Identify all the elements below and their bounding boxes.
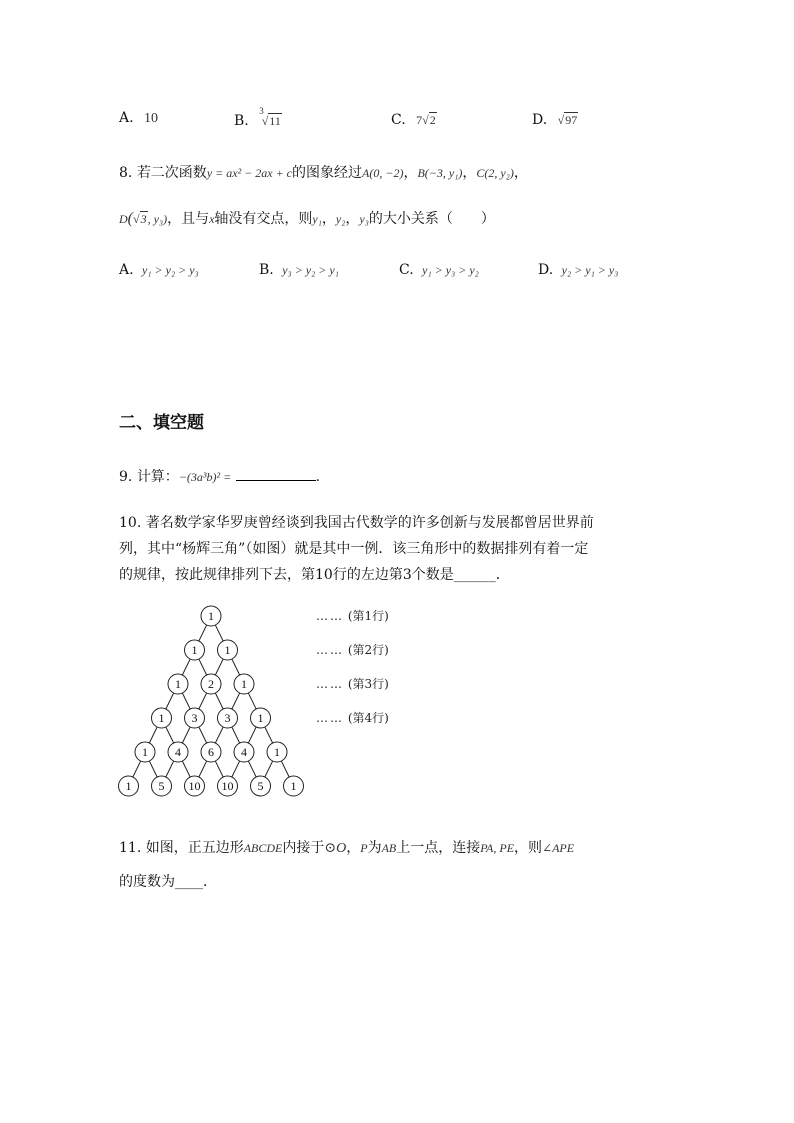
row-label-1 xyxy=(316,607,389,624)
question-text: 著名数学家华罗庚曾经谈到我国古代数学的许多创新与发展都曾居世界前 xyxy=(145,515,594,531)
row-label-4 xyxy=(316,709,389,726)
q10-line1 xyxy=(119,510,594,536)
triangle-node xyxy=(284,776,304,796)
option-label: A. xyxy=(119,110,134,126)
dots: …… xyxy=(316,711,344,725)
row-label-text: (第2行) xyxy=(347,643,389,657)
node-value: 2 xyxy=(208,677,214,691)
q8-line2 xyxy=(119,206,495,232)
triangle-node xyxy=(201,606,221,626)
node-value: 1 xyxy=(191,643,198,657)
root-index: 3 xyxy=(259,106,264,116)
yanghui-triangle xyxy=(110,600,320,810)
node-value: 1 xyxy=(257,711,264,725)
node-value: 1 xyxy=(158,711,165,725)
option-value: $^3$√11 xyxy=(259,106,281,128)
question-number: 11. xyxy=(119,840,142,856)
triangle-node xyxy=(185,640,205,660)
question-text: 轴没有交点，则 xyxy=(214,211,313,227)
triangle-node xyxy=(135,742,155,762)
point-d: D(√3, y₃) xyxy=(119,210,168,227)
separator: ， xyxy=(513,165,528,181)
node-value: 6 xyxy=(208,745,214,759)
node-value: 1 xyxy=(125,779,132,793)
question-text: 如图，正五边形 xyxy=(145,840,244,856)
triangle-node xyxy=(152,708,172,728)
option-expr: y₃ > y₂ > y₁ xyxy=(282,263,339,277)
question-text: 若二次函数 xyxy=(136,165,207,181)
question-text: 的图象经过 xyxy=(292,165,363,181)
triangle-node xyxy=(152,776,172,796)
triangle-node xyxy=(168,742,188,762)
row-label-text: (第3行) xyxy=(347,677,389,691)
option-expr: y₂ > y₁ > y₃ xyxy=(561,263,619,277)
triangle-node xyxy=(251,708,271,728)
triangle-node xyxy=(234,674,254,694)
segments: PA, PE xyxy=(480,841,515,855)
triangle-node xyxy=(251,776,271,796)
dots: …… xyxy=(316,643,344,657)
row-label-2 xyxy=(316,641,389,658)
expression: −(3a³b)² = xyxy=(178,470,232,484)
q8-line1 xyxy=(119,160,528,186)
point-d-name: D xyxy=(119,212,128,226)
q8-option-c xyxy=(399,262,479,278)
point-c: C(2, y₂) xyxy=(476,166,514,180)
circle-o: ⊙O xyxy=(324,841,347,856)
question-text: 计算： xyxy=(136,469,179,485)
q11-line2: 的度数为____． xyxy=(119,874,217,890)
node-value: 10 xyxy=(221,779,234,793)
option-label: B. xyxy=(234,113,249,129)
radicand: 3 xyxy=(140,212,147,226)
triangle-node xyxy=(168,674,188,694)
question-number: 8. xyxy=(119,165,133,181)
point-a: A(0, −2) xyxy=(362,166,404,180)
node-value: 1 xyxy=(241,677,247,691)
triangle-node xyxy=(218,708,238,728)
row-label-3 xyxy=(316,675,389,692)
node-value: 3 xyxy=(224,711,231,725)
q7-option-d xyxy=(532,112,578,128)
triangle-node xyxy=(119,776,139,796)
triangle-node xyxy=(218,640,238,660)
question-text: 为 xyxy=(367,840,382,856)
option-value: √97 xyxy=(557,113,578,127)
separator: ， xyxy=(462,165,477,181)
y3: y₃ xyxy=(359,212,369,226)
separator: ， xyxy=(346,840,361,856)
q7-option-b xyxy=(234,106,282,129)
node-value: 4 xyxy=(175,745,181,759)
dots: …… xyxy=(316,609,344,623)
coefficient: 7 xyxy=(416,113,423,127)
answer-blank[interactable] xyxy=(236,466,316,481)
question-text: 的大小关系（ ） xyxy=(368,211,495,227)
question-number: 10. xyxy=(119,515,142,531)
y2: y₂ xyxy=(335,212,346,226)
node-value: 5 xyxy=(257,779,264,793)
separator: ， xyxy=(403,165,418,181)
point-b: B(−3, y₁) xyxy=(417,166,463,180)
triangle-node xyxy=(234,742,254,762)
separator: ， xyxy=(321,211,336,227)
node-value: 3 xyxy=(191,711,198,725)
node-value: 4 xyxy=(241,745,247,759)
q10-line2: 列，其中“杨辉三角”（如图）就是其中一例．该三角形中的数据排列有着一定 xyxy=(119,541,589,557)
question-text: ，则 xyxy=(514,840,543,856)
point-d-rest: , y₃) xyxy=(147,212,168,226)
option-label: C. xyxy=(399,262,414,278)
option-label: C. xyxy=(391,112,406,128)
node-value: 1 xyxy=(290,779,297,793)
node-value: 1 xyxy=(175,677,181,691)
question-text: ，且与 xyxy=(167,211,210,227)
triangle-node xyxy=(185,708,205,728)
section-title: 二、填空题 xyxy=(119,413,204,433)
triangle-node xyxy=(201,742,221,762)
question-text: 上一点，连接 xyxy=(396,840,481,856)
node-value: 1 xyxy=(224,643,231,657)
option-expr: y₁ > y₃ > y₂ xyxy=(422,263,479,277)
option-label: D. xyxy=(538,262,554,278)
option-value: 7√2 xyxy=(416,113,436,127)
option-expr: y₁ > y₂ > y₃ xyxy=(142,263,199,277)
radicand: 11 xyxy=(269,114,281,128)
dots: …… xyxy=(316,677,344,691)
option-label: A. xyxy=(119,262,134,278)
question-text: 内接于 xyxy=(282,840,325,856)
q9 xyxy=(119,464,320,490)
radicand: 2 xyxy=(429,113,436,127)
point-p: P xyxy=(360,841,368,855)
angle-ape: ∠APE xyxy=(542,841,575,855)
q8-option-a xyxy=(119,262,199,278)
node-value: 1 xyxy=(274,745,280,759)
triangle-node xyxy=(218,776,238,796)
row-label-text: (第4行) xyxy=(347,711,389,725)
function-expr: y = ax² − 2ax + c xyxy=(206,166,293,180)
q10-line3: 的规律，按此规律排列下去，第10行的左边第3个数是______． xyxy=(119,567,510,583)
question-number: 9. xyxy=(119,469,133,485)
option-value: 10 xyxy=(144,111,159,126)
q11-line1 xyxy=(119,835,574,862)
arc-ab: AB xyxy=(381,841,397,855)
separator: ， xyxy=(345,211,360,227)
q7-option-c xyxy=(391,112,437,128)
q8-option-d xyxy=(538,262,618,278)
node-value: 1 xyxy=(208,609,214,623)
period: . xyxy=(315,469,321,485)
q8-option-b xyxy=(259,262,339,278)
q7-option-a xyxy=(119,110,158,127)
x-variable: x xyxy=(209,212,215,226)
radicand: 97 xyxy=(565,113,578,127)
node-value: 1 xyxy=(142,745,148,759)
triangle-node xyxy=(185,776,205,796)
polygon-name: ABCDE xyxy=(243,841,283,855)
row-label-text: (第1行) xyxy=(347,609,389,623)
node-value: 5 xyxy=(158,779,165,793)
triangle-node xyxy=(201,674,221,694)
y1: y₁ xyxy=(312,212,322,226)
option-label: D. xyxy=(532,112,548,128)
node-value: 10 xyxy=(188,779,201,793)
triangle-node xyxy=(267,742,287,762)
option-label: B. xyxy=(259,262,274,278)
